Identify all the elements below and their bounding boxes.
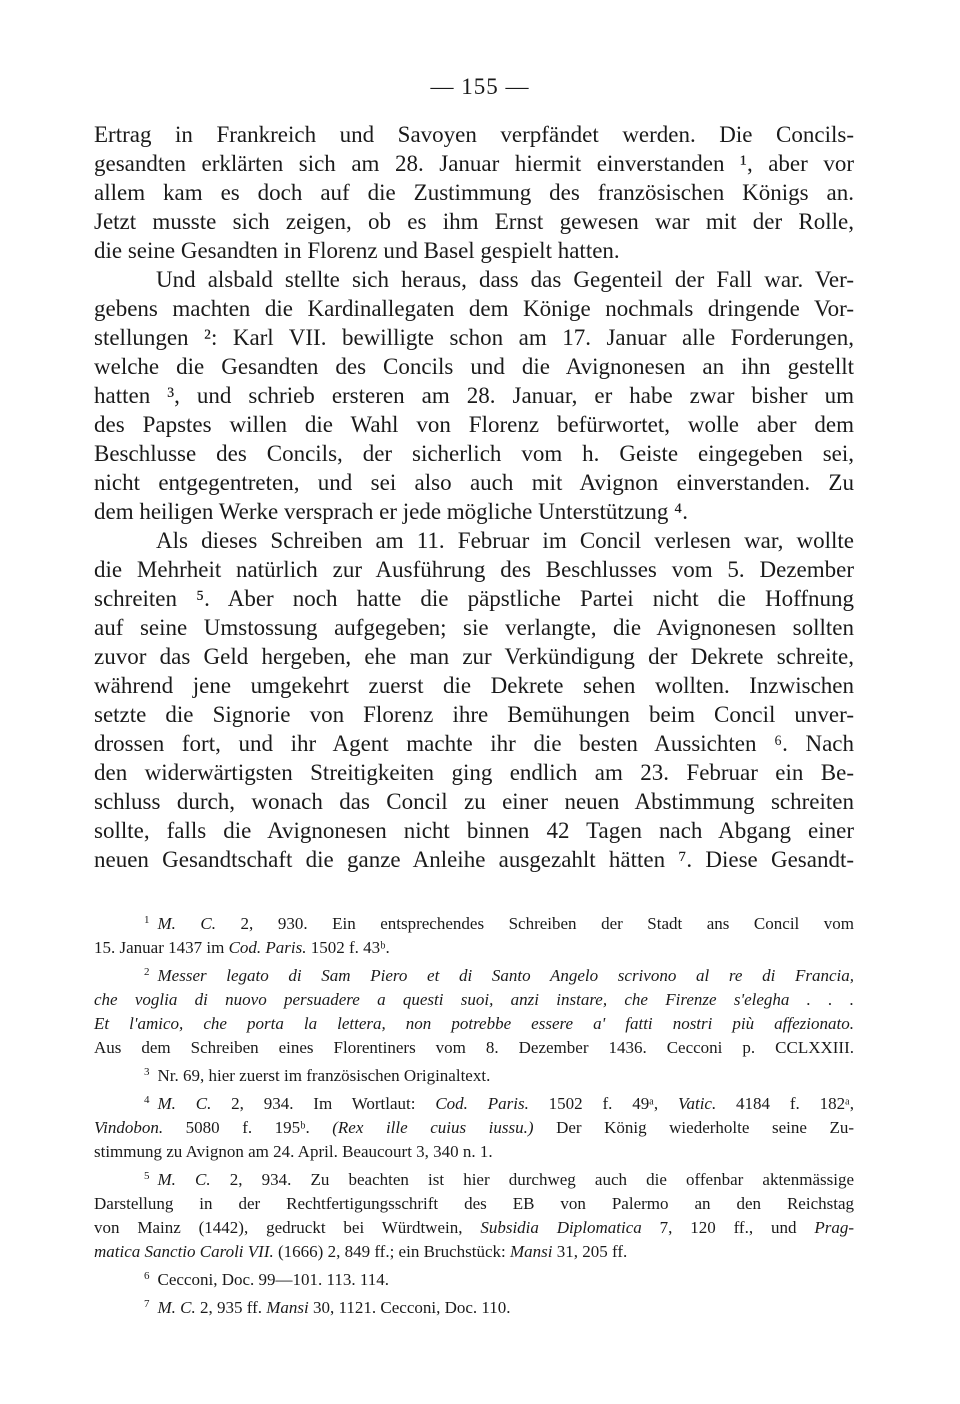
abbrev: Vindobon.	[94, 1118, 164, 1137]
footnote-text: Darstellung in der Rechtfertigungsschrift des EB von Palermo an den Reichstag	[94, 1194, 854, 1213]
footnote-mark: 3	[144, 1066, 150, 1078]
abbrev: Subsidia Diplomatica	[480, 1218, 642, 1237]
footnote-mark: 7	[144, 1298, 150, 1310]
paragraph-2	[94, 265, 854, 526]
footnote-line	[94, 1192, 854, 1216]
footnote-text: 30, 1121. Cecconi, Doc. 110.	[308, 1298, 511, 1317]
footnote-line	[94, 912, 854, 936]
page-number: — 155 —	[430, 74, 530, 99]
footnote-text: Aus dem Schreiben eines Florentiners vom 8. Dezember 1436. Cecconi p. CCLXXIII.	[94, 1038, 854, 1057]
text-line: welche die Gesandten des Concils und die Avignonesen an ihn gestellt	[94, 354, 854, 379]
footnote-line	[94, 1140, 854, 1164]
footnote-line	[94, 1036, 854, 1060]
text-line: neuen Gesandtschaft die ganze Anleihe ausgezahlt hätten ⁷. Diese Gesandt-	[94, 847, 854, 872]
footnote-text: 1502 f. 49ᵃ,	[528, 1094, 678, 1113]
footnote-line	[94, 936, 854, 960]
footnote-line	[94, 988, 854, 1012]
main-text	[94, 120, 854, 874]
text-line: setzte die Signorie von Florenz ihre Bemühungen beim Concil unver-	[94, 702, 854, 727]
text-line: während jene umgekehrt zuerst die Dekrete sehen wollten. Inzwischen	[94, 673, 854, 698]
footnote-mark: 5	[144, 1170, 150, 1182]
quote-text: (Rex ille cuius iussu.)	[332, 1118, 534, 1137]
footnote-text: Nr. 69, hier zuerst im französischen Originaltext.	[157, 1066, 491, 1085]
text-line: Beschlusse des Concils, der sicherlich vom h. Geiste eingegeben sei,	[94, 441, 854, 466]
footnote-line	[94, 1296, 854, 1320]
text-line: Als dieses Schreiben am 11. Februar im Concil verlesen war, wollte	[156, 528, 854, 553]
footnote-3	[94, 1064, 854, 1088]
text-line: gebens machten die Kardinallegaten dem Könige nochmals dringende Vor-	[94, 296, 854, 321]
footnote-mark: 6	[144, 1270, 150, 1282]
abbrev: M. C.	[157, 1094, 212, 1113]
abbrev: Cod. Paris.	[435, 1094, 529, 1113]
footnote-line	[94, 1268, 854, 1292]
text-line: Ertrag in Frankreich und Savoyen verpfändet werden. Die Concils-	[94, 122, 854, 147]
paragraph-3	[94, 526, 854, 874]
paragraph-1	[94, 120, 854, 265]
footnote-7	[94, 1296, 854, 1320]
text-line: allem kam es doch auf die Zustimmung des französischen Königs an.	[94, 180, 854, 205]
text-line: dem heiligen Werke versprach er jede mögliche Unterstützung ⁴.	[94, 499, 688, 524]
footnote-line	[94, 1168, 854, 1192]
footnote-6	[94, 1268, 854, 1292]
abbrev: Vatic.	[677, 1094, 717, 1113]
text-line: die seine Gesandten in Florenz und Basel gespielt hatten.	[94, 238, 620, 263]
footnote-line	[94, 1116, 854, 1140]
text-line: die Mehrheit natürlich zur Ausführung des Beschlusses vom 5. Dezember	[94, 557, 854, 582]
text-line: schreiten ⁵. Aber noch hatte die päpstliche Partei nicht die Hoffnung	[94, 586, 854, 611]
footnote-2	[94, 964, 854, 1060]
abbrev: M. C.	[157, 914, 217, 933]
quote-text: che voglia di nuovo persuadere a questi suoi, anzi instare, che Firenze s'elegha . . .	[94, 990, 854, 1009]
footnotes	[94, 912, 854, 1324]
footnote-text: 31, 205 ff.	[552, 1242, 628, 1261]
abbrev: matica Sanctio Caroli VII.	[94, 1242, 274, 1261]
footnote-mark: 2	[144, 966, 150, 978]
abbrev: M. C.	[157, 1298, 196, 1317]
footnote-text: von Mainz (1442), gedruckt bei Würdtwein,	[94, 1218, 481, 1237]
text-line: stellungen ²: Karl VII. bewilligte schon am 17. Januar alle Forderungen,	[94, 325, 854, 350]
footnote-line	[94, 1064, 854, 1088]
footnote-text: 2, 934. Im Wortlaut:	[211, 1094, 436, 1113]
footnote-mark: 1	[144, 914, 150, 926]
footnote-text: 2, 934. Zu beachten ist hier durchweg auch die offenbar aktenmässige	[210, 1170, 854, 1189]
abbrev: M. C.	[157, 1170, 211, 1189]
footnote-line	[94, 1240, 854, 1264]
footnote-5	[94, 1168, 854, 1264]
footnote-text: stimmung zu Avignon am 24. April. Beaucourt 3, 340 n. 1.	[94, 1142, 493, 1161]
text-line: gesandten erklärten sich am 28. Januar hiermit einverstanden ¹, aber vor	[94, 151, 854, 176]
footnote-line	[94, 964, 854, 988]
footnote-line	[94, 1092, 854, 1116]
quote-text: Et l'amico, che porta la lettera, non potrebbe essere a' fatti nostri più affezionato.	[94, 1014, 854, 1033]
text-line: auf seine Umstossung aufgegeben; sie verlangte, die Avignonesen sollten	[94, 615, 854, 640]
footnote-text: Der König wiederholte seine Zu-	[533, 1118, 854, 1137]
text-line: zuvor das Geld hergeben, ehe man zur Verkündigung der Dekrete schreite,	[94, 644, 854, 669]
footnote-text: (1666) 2, 849 ff.; ein Bruchstück:	[273, 1242, 510, 1261]
text-line: Jetzt musste sich zeigen, ob es ihm Ernst gewesen war mit der Rolle,	[94, 209, 854, 234]
footnote-text: 15. Januar 1437 im	[94, 938, 229, 957]
abbrev: Cod. Paris.	[228, 938, 307, 957]
abbrev: Mansi	[509, 1242, 553, 1261]
text-line: drossen fort, und ihr Agent machte ihr die besten Aussichten ⁶. Nach	[94, 731, 854, 756]
footnote-text: 2, 935 ff.	[195, 1298, 267, 1317]
footnote-mark: 4	[144, 1094, 150, 1106]
footnote-text: 4184 f. 182ᵃ,	[716, 1094, 855, 1113]
text-line: den widerwärtigsten Streitigkeiten ging endlich am 23. Februar ein Be-	[94, 760, 854, 785]
text-line: Und alsbald stellte sich heraus, dass das Gegenteil der Fall war. Ver-	[156, 267, 854, 292]
footnote-text: 1502 f. 43ᵇ.	[306, 938, 390, 957]
text-line: hatten ³, und schrieb ersteren am 28. Januar, er habe zwar bisher um	[94, 383, 854, 408]
footnote-4	[94, 1092, 854, 1164]
footnote-line	[94, 1012, 854, 1036]
text-line: sollte, falls die Avignonesen nicht binnen 42 Tagen nach Abgang einer	[94, 818, 854, 843]
text-line: schluss durch, wonach das Concil zu einer neuen Abstimmung schreiten	[94, 789, 854, 814]
footnote-line	[94, 1216, 854, 1240]
text-line: des Papstes willen die Wahl von Florenz befürwortet, wolle aber dem	[94, 412, 854, 437]
abbrev: Prag-	[814, 1218, 854, 1237]
footnote-1	[94, 912, 854, 960]
footnote-text: Cecconi, Doc. 99—101. 113. 114.	[157, 1270, 390, 1289]
footnote-text: 7, 120 ff., und	[641, 1218, 815, 1237]
footnote-text: 2, 930. Ein entsprechendes Schreiben der Stadt ans Concil vom	[216, 914, 855, 933]
abbrev: Mansi	[266, 1298, 309, 1317]
footnote-text: 5080 f. 195ᵇ.	[163, 1118, 333, 1137]
text-line: nicht entgegentreten, und sei also auch mit Avignon einverstanden. Zu	[94, 470, 854, 495]
quote-text: Messer legato di Sam Piero et di Santo Angelo scrivono al re di Francia,	[157, 966, 854, 985]
